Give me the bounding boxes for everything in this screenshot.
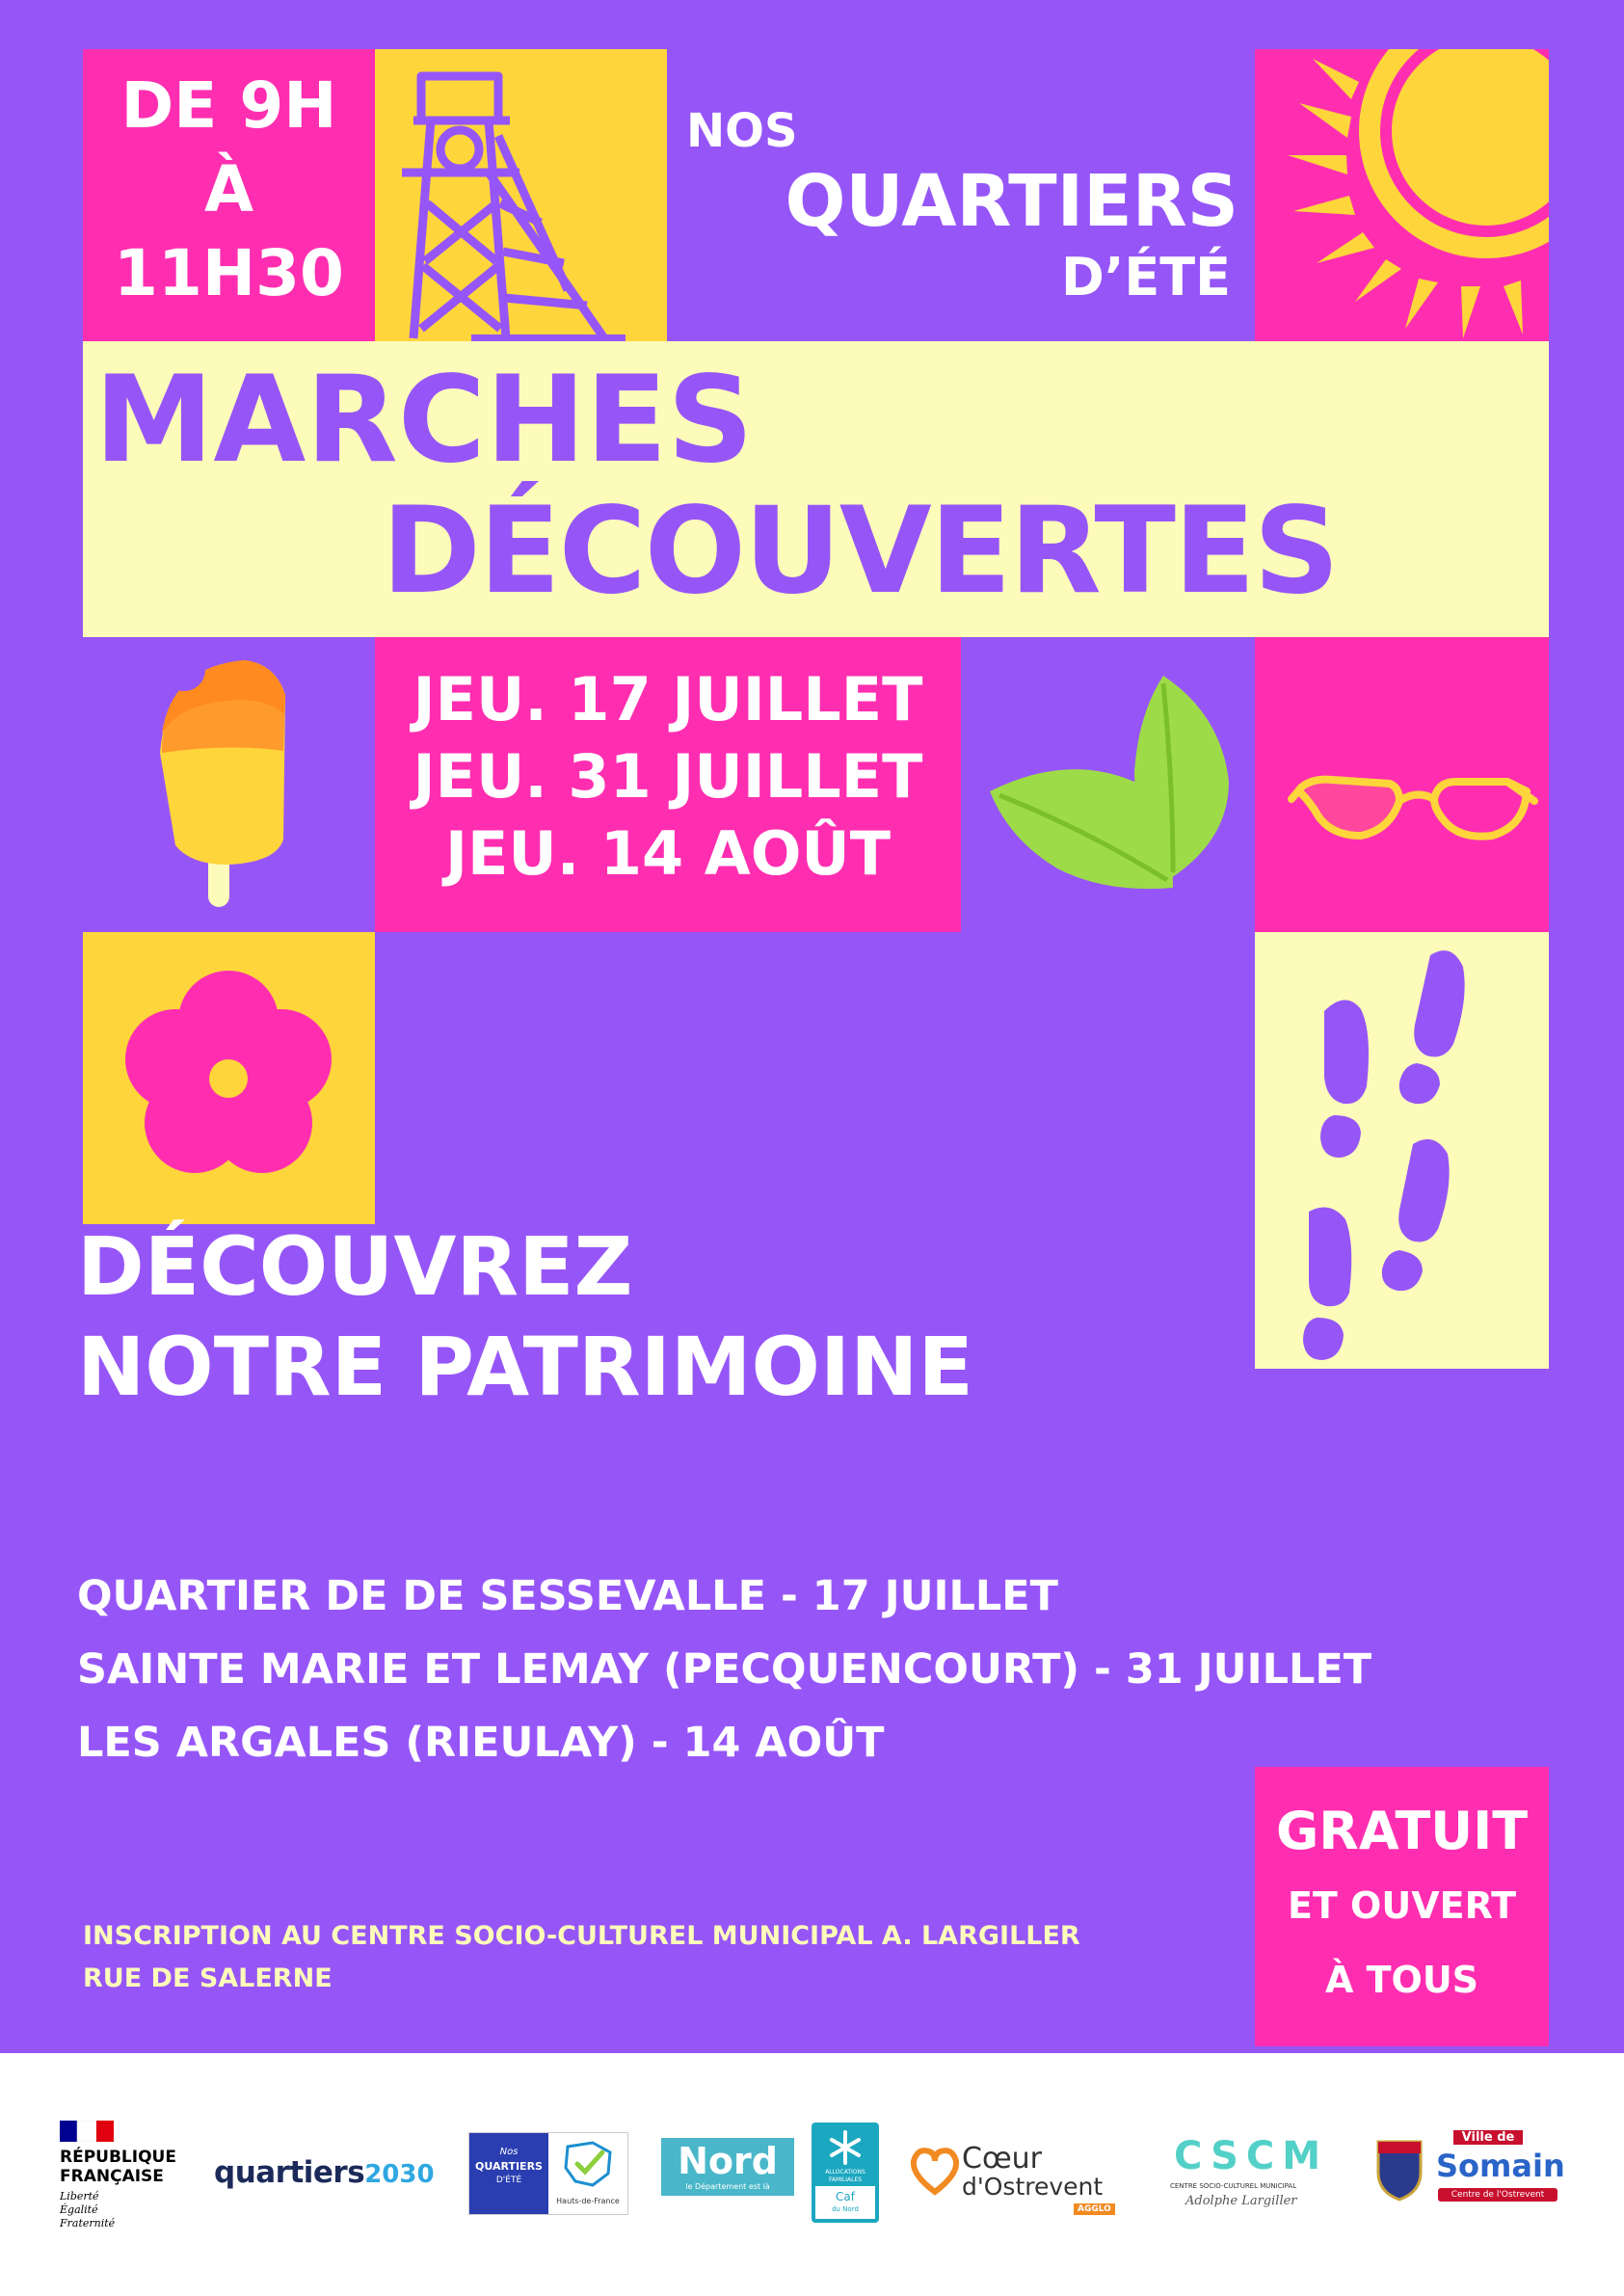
- leaves-icon: [961, 637, 1255, 932]
- nord-tagline: le Département est là: [685, 2182, 770, 2191]
- location-item: QUARTIER DE DE SESSEVALLE - 17 JUILLET: [77, 1572, 1059, 1620]
- caf-line-3: Caf: [836, 2190, 855, 2203]
- registration: [83, 1915, 1080, 2000]
- coeur-line-2: d'Ostrevent: [962, 2173, 1104, 2201]
- nord-logo: [661, 2138, 794, 2196]
- free-line-2: ET OUVERT: [1287, 1884, 1517, 1927]
- cscm-signature: Adolphe Largiller: [1185, 2194, 1297, 2208]
- title: [83, 341, 1549, 637]
- dates-list: [375, 661, 961, 893]
- subtitle: [77, 1216, 973, 1417]
- ice-cream-icon: [83, 637, 375, 932]
- free-line-3: À TOUS: [1324, 1959, 1479, 2001]
- nos-quartiers-panel: [469, 2133, 548, 2214]
- somain-ribbon: Centre de l'Ostrevent: [1438, 2188, 1557, 2202]
- headframe-box: [375, 49, 667, 341]
- heart-icon: [908, 2144, 962, 2198]
- caf-logo: [812, 2122, 879, 2223]
- republique-line-2: FRANÇAISE: [60, 2167, 164, 2186]
- subtitle-line-2: NOTRE PATRIMOINE: [77, 1320, 973, 1414]
- quartiers-2030-logo: [214, 2155, 445, 2194]
- republique-francaise-logo: [58, 2121, 202, 2246]
- program-line-2: QUARTIERS: [785, 160, 1238, 243]
- coeur-ostrevent-logo: [908, 2136, 1139, 2213]
- ice-cream-cell: [83, 637, 375, 932]
- free-line-1: GRATUIT: [1275, 1801, 1529, 1861]
- nos-quartiers-line-1: Nos: [499, 2147, 519, 2157]
- cscm-letters: CSCM: [1174, 2134, 1329, 2178]
- registration-line-2: RUE DE SALERNE: [83, 1963, 333, 1993]
- sun-icon: [1255, 49, 1549, 341]
- nos-quartiers-line-3: D'ÉTÉ: [495, 2176, 522, 2185]
- nos-quartiers-line-2: QUARTIERS: [475, 2160, 543, 2173]
- caf-line-1: ALLOCATIONS: [825, 2169, 865, 2176]
- cscm-line: CENTRE SOCIO-CULTUREL MUNICIPAL: [1170, 2182, 1297, 2190]
- free-text: [1255, 1795, 1549, 2016]
- republique-motto-2: Égalité: [60, 2203, 98, 2216]
- footprints-icon: [1255, 932, 1549, 1369]
- registration-line-1: INSCRIPTION AU CENTRE SOCIO-CULTUREL MUNICIPAL A. LARGILLER: [83, 1921, 1080, 1951]
- flower-icon: [83, 932, 375, 1224]
- caf-line-4: du Nord: [832, 2205, 859, 2213]
- program-line-3: D’ÉTÉ: [1061, 247, 1231, 307]
- date-item: JEU. 31 JUILLET: [413, 741, 923, 812]
- nos-quartiers-region: Hauts-de-France: [556, 2197, 620, 2205]
- flower-box: [83, 932, 375, 1224]
- hours-line-2: À: [203, 152, 254, 227]
- coeur-tag: AGGLO: [1074, 2203, 1115, 2215]
- republique-motto-1: Liberté: [60, 2190, 99, 2203]
- caf-line-2: FAMILIALES: [828, 2176, 863, 2183]
- subtitle-line-1: DÉCOUVREZ: [77, 1219, 633, 1314]
- republique-line-1: RÉPUBLIQUE: [60, 2148, 176, 2167]
- title-line-1: MARCHES: [94, 351, 754, 490]
- sun-box: [1255, 49, 1549, 341]
- sunglasses-icon: [1255, 637, 1549, 932]
- coeur-line-1: Cœur: [962, 2142, 1042, 2176]
- location-item: LES ARGALES (RIEULAY) - 14 AOÛT: [77, 1719, 885, 1767]
- sunglasses-box: [1255, 637, 1549, 932]
- leaves-cell: [961, 637, 1255, 932]
- somain-logo: [1372, 2126, 1565, 2223]
- nos-quartiers-ete-logo: [468, 2132, 628, 2215]
- quartiers-2030-year: 2030: [364, 2160, 435, 2189]
- partner-logos-footer: [0, 2053, 1624, 2296]
- somain-line-1: Ville de: [1453, 2130, 1523, 2145]
- republique-motto-3: Fraternité: [60, 2217, 116, 2229]
- somain-line-2: Somain: [1436, 2148, 1565, 2184]
- quartiers-2030-text: quartiers: [214, 2155, 365, 2190]
- hours-line-3: 11H30: [114, 236, 344, 310]
- hours-text: [83, 64, 375, 315]
- program-name: [679, 100, 1238, 314]
- date-item: JEU. 17 JUILLET: [413, 664, 923, 734]
- somain-coat-of-arms-icon: [1372, 2136, 1426, 2203]
- footprints-box: [1255, 932, 1549, 1369]
- title-line-2: DÉCOUVERTES: [382, 482, 1338, 621]
- cscm-logo: [1168, 2134, 1332, 2211]
- caf-snowflake-icon: [826, 2128, 865, 2167]
- nord-text: Nord: [678, 2140, 778, 2182]
- hauts-de-france-map-icon: [554, 2139, 622, 2191]
- location-item: SAINTE MARIE ET LEMAY (PECQUENCOURT) - 31 JUILLET: [77, 1645, 1372, 1694]
- hours-line-1: DE 9H: [120, 68, 337, 143]
- locations-list: [77, 1560, 1371, 1779]
- marianne-flag-icon: [60, 2121, 114, 2142]
- mine-headframe-icon: [375, 49, 667, 341]
- program-line-1: NOS: [686, 104, 798, 158]
- date-item: JEU. 14 AOÛT: [444, 818, 892, 889]
